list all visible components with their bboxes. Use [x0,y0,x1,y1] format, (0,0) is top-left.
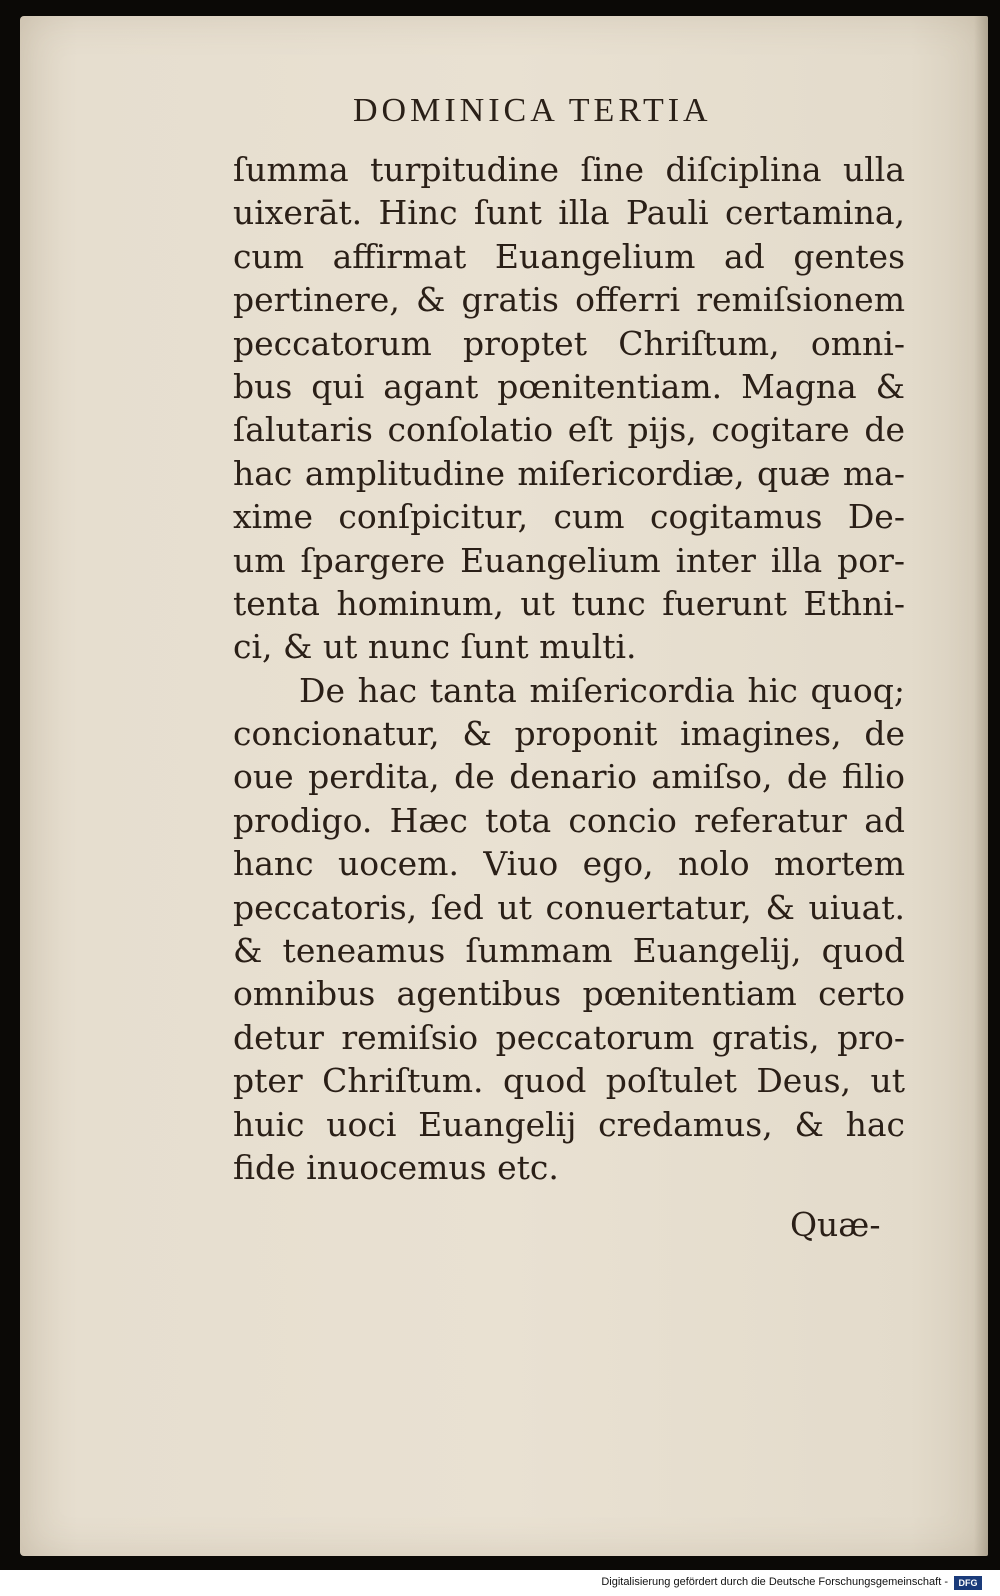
text-line: huic uoci Euangelij credamus, & hac [233,1104,905,1144]
text-line: xime conſpicitur, cum cogitamus De- [233,497,905,537]
text-block [233,148,905,1189]
page-edge-shadow [974,16,988,1556]
text-line: pter Chriſtum. quod poſtulet Deus, ut [233,1061,905,1101]
text-line: ſalutaris conſolatio eſt pijs, cogitare de [233,410,905,450]
text-line: uixerāt. Hinc ſunt illa Pauli certamina, [233,193,905,233]
text-line: peccatorum proptet Chriſtum, omni- [233,323,905,363]
text-line: prodigo. Hæc tota concio referatur ad [233,800,905,840]
text-line: fide inuocemus etc. [233,1147,559,1187]
text-line: cum affirmat Euangelium ad gentes [233,236,905,276]
catchword: Quæ- [790,1205,881,1244]
text-line: hac amplitudine miſericordiæ, quæ ma- [233,453,905,493]
text-line: peccatoris, ſed ut conuertatur, & uiuat. [233,887,905,927]
text-line: oue perdita, de denario amiſso, de filio [233,757,905,797]
footer-credit: Digitalisierung gefördert durch die Deutsche Forschungsgemeinschaft - [601,1576,948,1588]
text-line: bus qui agant pœnitentiam. Magna & [233,366,905,406]
text-line: detur remiſsio peccatorum gratis, pro- [233,1017,905,1057]
dfg-logo: DFG [954,1576,982,1590]
text-line: omnibus agentibus pœnitentiam certo [233,974,905,1014]
text-line: pertinere, & gratis offerri remiſsionem [233,280,905,320]
text-line: ci, & ut nunc ſunt multi. [233,627,637,667]
running-head: DOMINICA TERTIA [353,92,712,129]
text-line: concionatur, & proponit imagines, de [233,714,905,754]
text-line: & teneamus ſummam Euangelij, quod [233,931,905,971]
text-line: hanc uocem. Viuo ego, nolo mortem [233,844,905,884]
text-line: tenta hominum, ut tunc fuerunt Ethni- [233,583,905,623]
text-line: um ſpargere Euangelium inter illa por- [233,540,905,580]
text-line-paragraph-start: De hac tanta miſericordia hic quoq; [299,670,905,710]
text-line: ſumma turpitudine ſine diſciplina ulla [233,150,905,189]
